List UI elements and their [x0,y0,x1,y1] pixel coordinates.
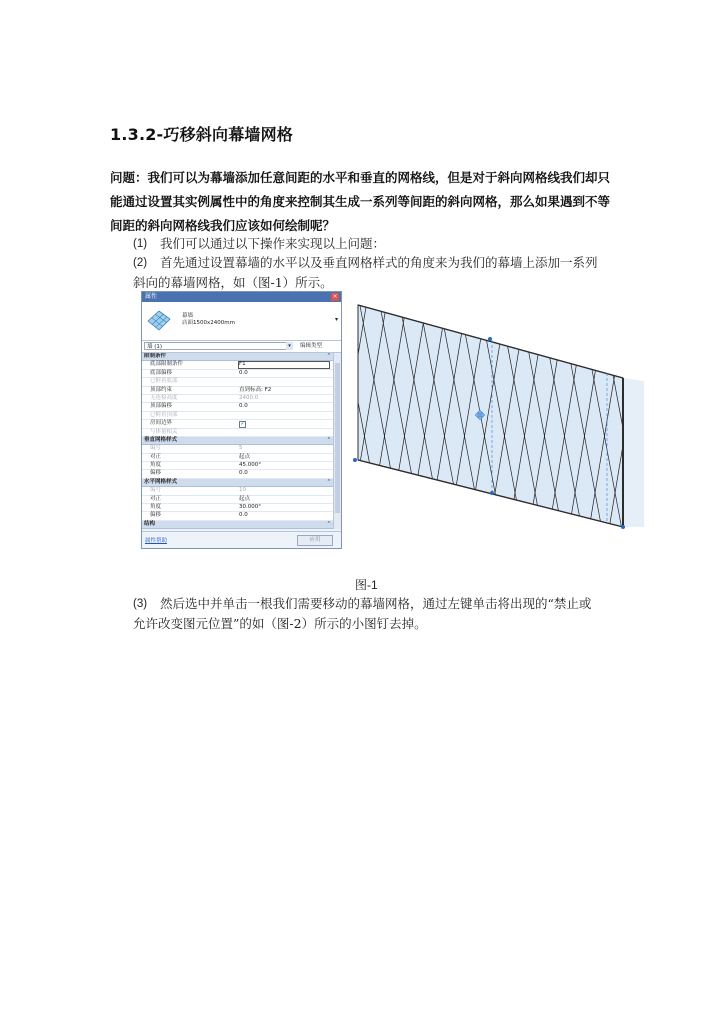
section-title: 结构 [144,520,156,527]
apply-button[interactable]: 应用 [297,535,333,546]
property-row[interactable] [142,487,335,495]
property-row[interactable] [142,403,335,411]
property-value[interactable]: F1 [239,361,246,368]
property-row[interactable] [142,470,335,478]
step-text: 首先通过设置幕墙的水平以及垂直网格样式的角度来为我们的幕墙上添加一系列 [160,255,598,270]
endpoint-grip[interactable] [621,525,625,529]
step-number: (2) [133,257,148,269]
section-title: 水平网格样式 [144,478,178,485]
property-name: 编号 [150,487,162,494]
panel-footer [142,531,341,548]
close-icon[interactable]: × [332,293,338,300]
property-name: 无连接高度 [150,394,178,401]
property-section-header[interactable] [142,521,335,529]
property-name: 偏移 [150,470,162,477]
property-row[interactable] [142,429,335,437]
active-field-outline[interactable] [238,361,330,369]
property-name: 底部偏移 [150,369,173,376]
instance-filter-row [142,341,341,353]
scrollbar-thumb[interactable] [335,363,340,513]
question-paragraph: 问题：我们可以为幕墙添加任意间距的水平和垂直的网格线，但是对于斜向网格线我们却只能通过设置其实例属性中的角度来控制其生成一系列等间距的斜向网格，那么如果遇到不等间距的斜向网格线我们应该如何绘制呢？ [110,170,611,233]
property-row[interactable] [142,361,335,369]
property-name: 房间边界 [150,420,173,427]
wall-side-face [623,378,644,527]
property-value[interactable]: 0.0 [239,470,248,477]
property-row[interactable] [142,512,335,520]
property-section-header[interactable] [142,479,335,487]
property-row[interactable] [142,412,335,420]
collapse-icon[interactable]: ⌃ [326,520,331,527]
step-number: (1) [133,238,148,250]
figure-caption: 图-1 [355,578,378,592]
step-text-continued: 允许改变图元位置”的如（图-2）所示的小图钉去掉。 [133,616,427,631]
panel-titlebar [142,292,341,302]
property-value[interactable]: 0.0 [239,403,248,410]
section-heading: 1.3.2-巧移斜向幕墙网格 [110,125,293,144]
property-row[interactable] [142,370,335,378]
properties-help-link[interactable]: 属性帮助 [145,538,168,544]
properties-grid [142,353,335,529]
property-row[interactable] [142,462,335,470]
property-name: 对正 [150,453,162,460]
property-value[interactable]: 2400.0 [239,394,259,401]
step-text: 我们可以通过以下操作来实现以上问题： [160,236,386,251]
collapse-icon[interactable]: ⌃ [326,436,331,443]
property-value[interactable]: 直到标高: F2 [239,386,272,393]
type-name: 幕墙 店面1500x2400mm [182,313,235,326]
instance-filter-select[interactable]: 墙 (1) [144,342,292,350]
edit-type-button[interactable]: 编辑类型 [300,343,323,349]
property-name: 已附着顶部 [150,411,178,418]
endpoint-grip[interactable] [488,337,492,341]
property-value[interactable]: 30.000° [239,504,261,511]
property-name: 与体量相关 [150,428,178,435]
property-name: 底部限制条件 [150,361,184,368]
property-row[interactable] [142,378,335,386]
collapse-icon[interactable]: ⌃ [326,353,331,359]
property-row[interactable] [142,387,335,395]
properties-panel [141,291,342,549]
property-value[interactable]: 0.0 [239,369,248,376]
room-bounding-checkbox[interactable]: ✓ [240,420,245,427]
property-name: 编号 [150,445,162,452]
property-value[interactable]: 起点 [239,495,251,502]
property-section-header[interactable] [142,437,335,445]
endpoint-grip[interactable] [353,458,357,462]
property-row[interactable] [142,454,335,462]
property-row[interactable] [142,496,335,504]
property-value[interactable]: 0.0 [239,512,248,519]
property-name: 对正 [150,495,162,502]
type-selector[interactable] [142,302,341,341]
property-value[interactable]: 起点 [239,453,251,460]
step-text: 然后选中并单击一根我们需要移动的幕墙网格，通过左键单击将出现的“禁止或 [160,596,592,611]
property-name: 已附着底部 [150,378,178,385]
property-row[interactable] [142,445,335,453]
scrollbar[interactable] [333,353,341,529]
property-value[interactable]: 10 [239,487,246,494]
property-name: 顶部偏移 [150,403,173,410]
curtain-wall-drawing [352,295,644,535]
property-value[interactable]: 5 [239,445,243,452]
collapse-icon[interactable]: ⌃ [326,478,331,485]
step-text-continued: 斜向的幕墙网格，如（图-1）所示。 [133,275,333,290]
section-title: 垂直网格样式 [144,436,178,443]
property-name: 角度 [150,462,162,469]
property-row[interactable] [142,504,335,512]
step-number: (3) [133,598,148,610]
property-row[interactable] [142,420,335,428]
property-value[interactable]: 45.000° [239,462,261,469]
endpoint-grip[interactable] [490,491,494,495]
panel-title: 属性 [145,293,158,300]
property-name: 角度 [150,504,162,511]
chevron-down-icon[interactable]: ▾ [334,316,338,323]
chevron-down-icon[interactable]: ▾ [286,342,293,350]
section-title: 限制条件 [144,353,167,359]
property-name: 偏移 [150,512,162,519]
property-name: 顶部约束 [150,386,173,393]
curtain-wall-thumbnail-icon [146,307,172,333]
